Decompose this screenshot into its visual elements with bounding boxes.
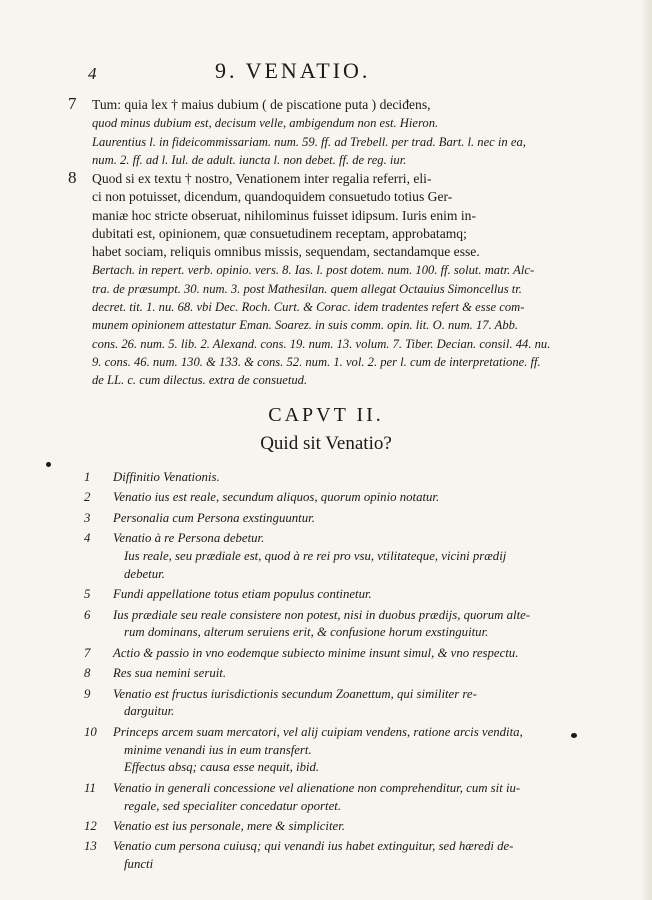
text-line: cons. 26. num. 5. lib. 2. Alexand. cons. 19. num. 13. volum. 7. Tiber. Decian. consil. 44. nu. (92, 336, 551, 351)
summary-number: 9 (84, 686, 91, 701)
page-edge-shadow (640, 0, 652, 900)
text-line: habet sociam, reliquis omnibus missis, sequendam, sectandamque esse. (92, 244, 480, 260)
margin-number: 7 (68, 94, 77, 113)
paragraph-7 (92, 96, 572, 169)
text-line: de LL. c. cum dilectus. extra de consuetud. (92, 373, 308, 388)
summary-text: Princeps arcem suam mercatori, vel alij cuipiam vendens, ratione arcis vendita, (113, 724, 523, 739)
summary-number: 5 (84, 587, 91, 602)
summary-number: 3 (84, 510, 91, 525)
text-line: quod minus dubium est, decisum velle, ambigendum non est. Hieron. (92, 116, 439, 131)
running-head (0, 58, 652, 88)
summary-text: Effectus absq; causa esse nequit, ibid. (124, 760, 320, 775)
summary-number: 4 (84, 531, 91, 546)
summary-number: 2 (84, 490, 91, 505)
summary-text: rum dominans, alterum seruiens erit, & confusione horum exstinguitur. (124, 625, 489, 640)
text-line: tra. de præsumpt. 30. num. 3. post Mathesilan. quem allegat Octauius Simoncellus tr. (92, 281, 522, 296)
ink-spot (46, 462, 51, 467)
summary-text: Ius prædiale seu reale consistere non potest, nisi in duobus prædijs, quorum alte- (113, 607, 531, 622)
summary-number: 10 (84, 724, 97, 739)
text-line: decret. tit. 1. nu. 68. vbi Dec. Roch. Curt. & Corac. idem tradentes refert & esse com- (92, 300, 525, 315)
page-number: 4 (88, 64, 97, 83)
text-line: 9. cons. 46. num. 130. & 133. & cons. 52. num. 1. vol. 2. per l. cum de interpretatione. ff. (92, 354, 541, 369)
text-line: Quod si ex textu † nostro, Venationem inter regalia referri, eli- (92, 171, 432, 186)
summary-number: 11 (84, 780, 96, 795)
summary-text: Venatio cum persona cuiusq; qui venandi ius habet extinguitur, sed hæredi de- (113, 839, 514, 854)
summary-text: darguitur. (124, 704, 175, 719)
summary-text: functi (124, 857, 154, 872)
text-line: Tum: quia lex † maius dubium ( de piscatione puta ) deciđens, (92, 97, 431, 112)
chapter-title: Quid sit Venatio? (260, 433, 392, 454)
summary-text: Actio & passio in vno eodemque subiecto minime insunt simul, & vno respectu. (113, 645, 519, 660)
summary-text: Venatio est ius personale, mere & simpliciter. (113, 819, 345, 833)
summary-text: Fundi appellatione totus etiam populus continetur. (113, 587, 372, 602)
summary-text: Personalia cum Persona exstinguuntur. (113, 510, 315, 525)
chapter-number: CAPVT II. (268, 404, 384, 426)
text-line: Laurentius l. in fideicommissariam. num. 59. ff. ad Trebell. per trad. Bart. l. nec in ea, (92, 134, 526, 149)
summary-text: Res sua nemini seruit. (113, 666, 227, 681)
summary-number: 8 (84, 666, 91, 681)
summary-text: regale, sed specialiter concedatur oportet. (124, 798, 342, 813)
running-title: 9. VENATIO. (215, 58, 371, 83)
summary-number: 7 (84, 645, 91, 660)
summary-text: Venatio in generali concessione vel alienatione non comprehenditur, cum sit iu- (113, 780, 521, 795)
summary-text: Diffinitio Venationis. (113, 470, 220, 484)
text-line: maniæ hoc stricte obseruat, nihilominus fuisset idipsum. Iuris enim in- (92, 207, 476, 223)
margin-number: 8 (68, 168, 77, 187)
text-line: ci non potuisset, dicendum, quandoquidem consuetudo totius Ger- (92, 189, 453, 205)
text-line: dubitati est, opinionem, quæ consuetudinem receptam, approbatamq; (92, 225, 467, 241)
text-line: Bertach. in repert. verb. opinio. vers. 8. Ias. l. post dotem. num. 100. ff. solut. matr. Alc- (92, 263, 535, 278)
summary-text: Ius reale, seu prædiale est, quod à re rei pro vsu, vtilitateque, vicini prædij (124, 549, 507, 563)
paragraph-8 (92, 170, 572, 390)
summary-number: 1 (84, 470, 91, 484)
ink-spot (571, 733, 577, 738)
summary-text: debetur. (124, 566, 165, 581)
text-line: munem opinionem attestatur Eman. Soarez. in suis comm. opin. lit. O. num. 17. Abb. (92, 318, 519, 333)
summary-text: minime venandi ius in eum transfert. (124, 742, 312, 757)
text-line: num. 2. ff. ad l. Iul. de adult. iuncta l. non debet. ff. de reg. iur. (92, 152, 407, 167)
summary-text: Venatio est fructus iurisdictionis secundum Zoanettum, qui similiter re- (113, 686, 477, 701)
summary-text: Venatio à re Persona debetur. (113, 531, 265, 546)
summary-number: 12 (84, 819, 97, 833)
summary-text: Venatio ius est reale, secundum aliquos, quorum opinio notatur. (113, 490, 440, 505)
summary-number: 13 (84, 839, 97, 854)
summary-number: 6 (84, 607, 91, 622)
